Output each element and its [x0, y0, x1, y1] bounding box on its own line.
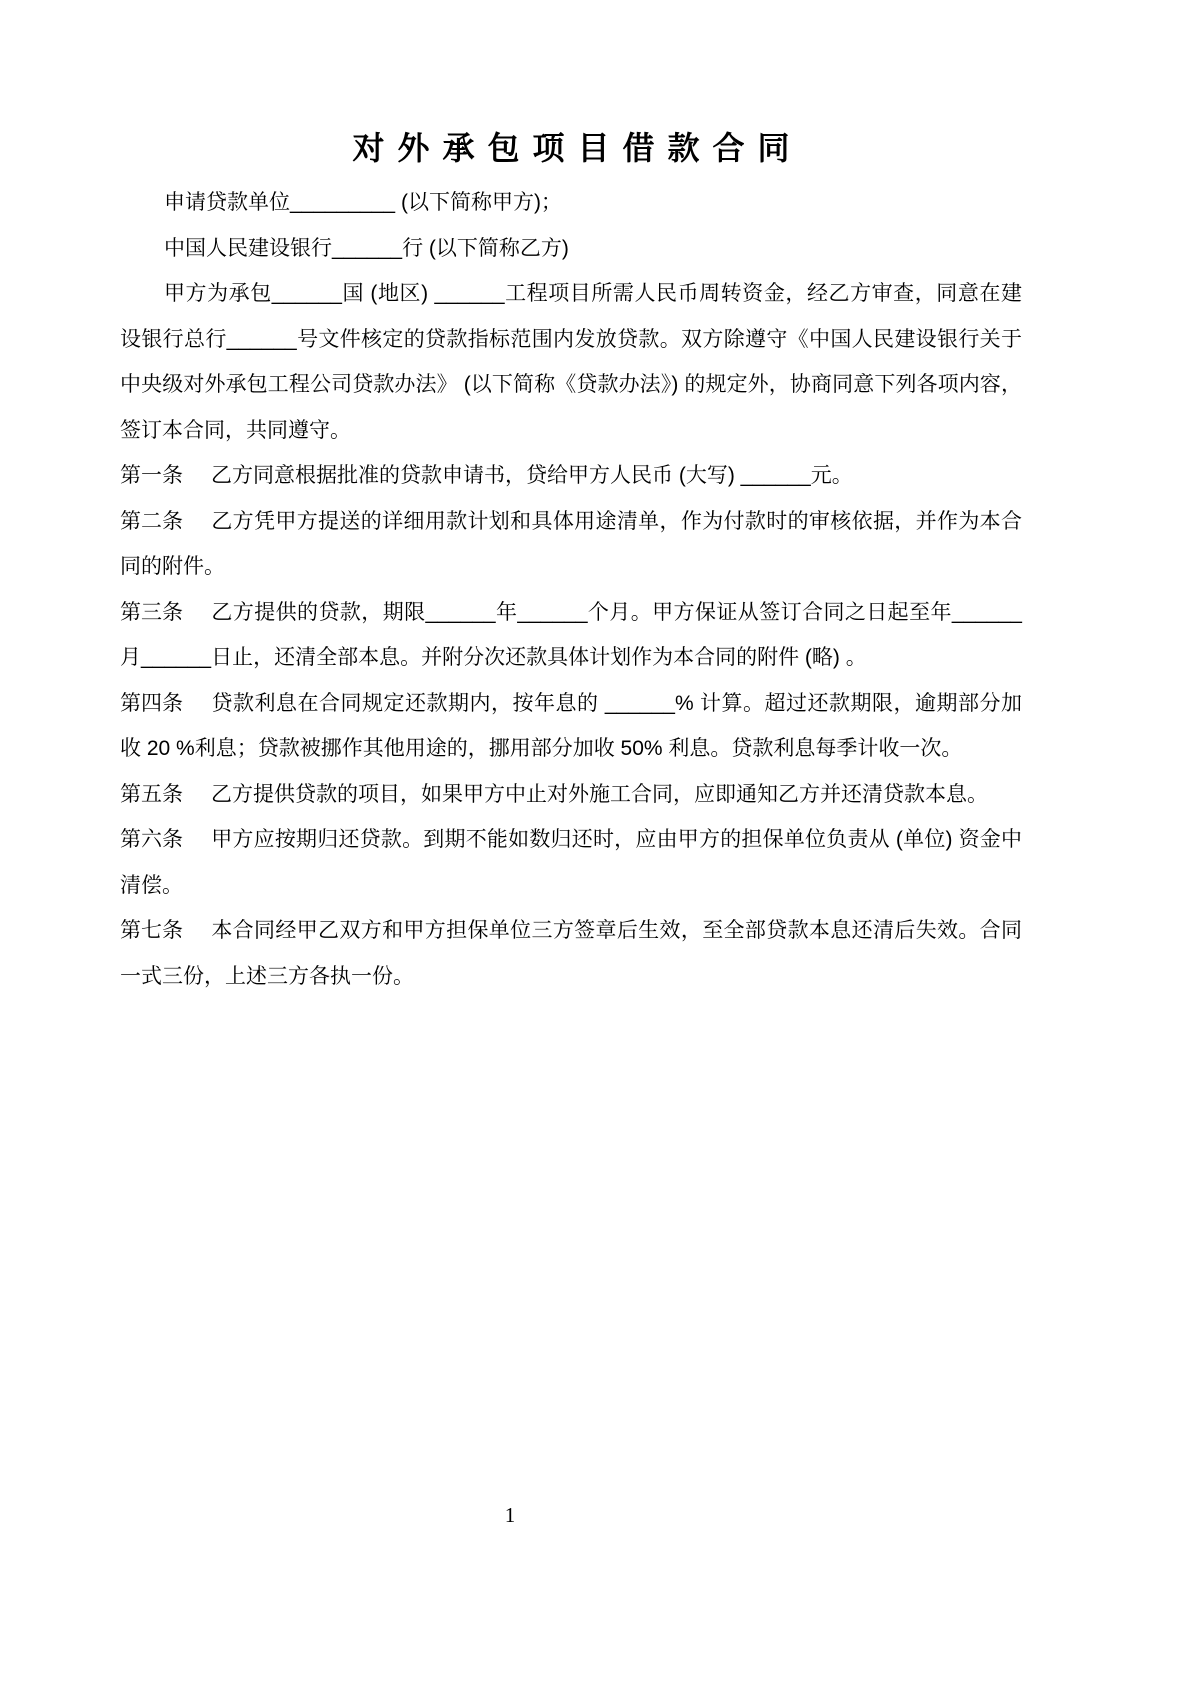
- article-3-label: 第三条: [120, 600, 183, 624]
- article-6-label: 第六条: [120, 828, 183, 851]
- article-7: [120, 908, 1022, 999]
- article-3: [120, 590, 1022, 681]
- article-4: [120, 681, 1022, 772]
- article-3-text: 乙方提供的贷款，期限______年______个月。甲方保证从签订合同之日起至年______月______日止，还清全部本息。并附分次还款具体计划作为本合同的附件 (略) 。: [120, 600, 1022, 669]
- document-title: 对外承包项目借款合同: [352, 130, 803, 166]
- article-7-text: 本合同经甲乙双方和甲方担保单位三方签章后生效，至全部贷款本息还清后失效。合同一式三份，上述三方各执一份。: [120, 919, 1022, 988]
- article-5: [120, 772, 1022, 818]
- article-1: [120, 453, 1022, 499]
- article-5-text: 乙方提供贷款的项目，如果甲方中止对外施工合同，应即通知乙方并还清贷款本息。: [211, 782, 988, 806]
- contract-content: [120, 126, 1022, 999]
- article-7-label: 第七条: [120, 919, 183, 942]
- article-4-text: 贷款利息在合同规定还款期内，按年息的 ______% 计算。超过还款期限，逾期部分加收 20 %利息；贷款被挪作其他用途的，挪用部分加收 50% 利息。贷款利息每季计收一次。: [120, 691, 1022, 760]
- article-1-label: 第一条: [120, 464, 183, 487]
- lender-line: 中国人民建设银行______行 (以下简称乙方): [164, 236, 569, 260]
- article-2: [120, 499, 1022, 590]
- article-4-label: 第四条: [120, 691, 183, 715]
- article-6-text: 甲方应按期归还贷款。到期不能如数归还时，应由甲方的担保单位负责从 (单位) 资金中清偿。: [120, 828, 1022, 897]
- article-6: [120, 817, 1022, 908]
- applicant-line: 申请贷款单位_________ (以下简称甲方)；: [164, 191, 562, 214]
- article-2-text: 乙方凭甲方提送的详细用款计划和具体用途清单，作为付款时的审核依据，并作为本合同的附件。: [120, 509, 1022, 578]
- article-5-label: 第五条: [120, 782, 183, 806]
- article-2-label: 第二条: [120, 509, 183, 533]
- article-1-text: 乙方同意根据批准的贷款申请书，贷给甲方人民币 (大写) ______元。: [211, 464, 853, 487]
- page-number: 1: [504, 1503, 516, 1527]
- preamble-paragraph: 甲方为承包______国 (地区) ______工程项目所需人民币周转资金，经乙方审查，同意在建设银行总行______号文件核定的贷款指标范围内发放贷款。双方除遵守《中国人民建设银行关于中央级对外承包工程公司贷款办法》 (以下简称《贷款办法》) 的规定外，协商同意下列各项内容，签订本合同，共同遵守。: [120, 282, 1022, 442]
